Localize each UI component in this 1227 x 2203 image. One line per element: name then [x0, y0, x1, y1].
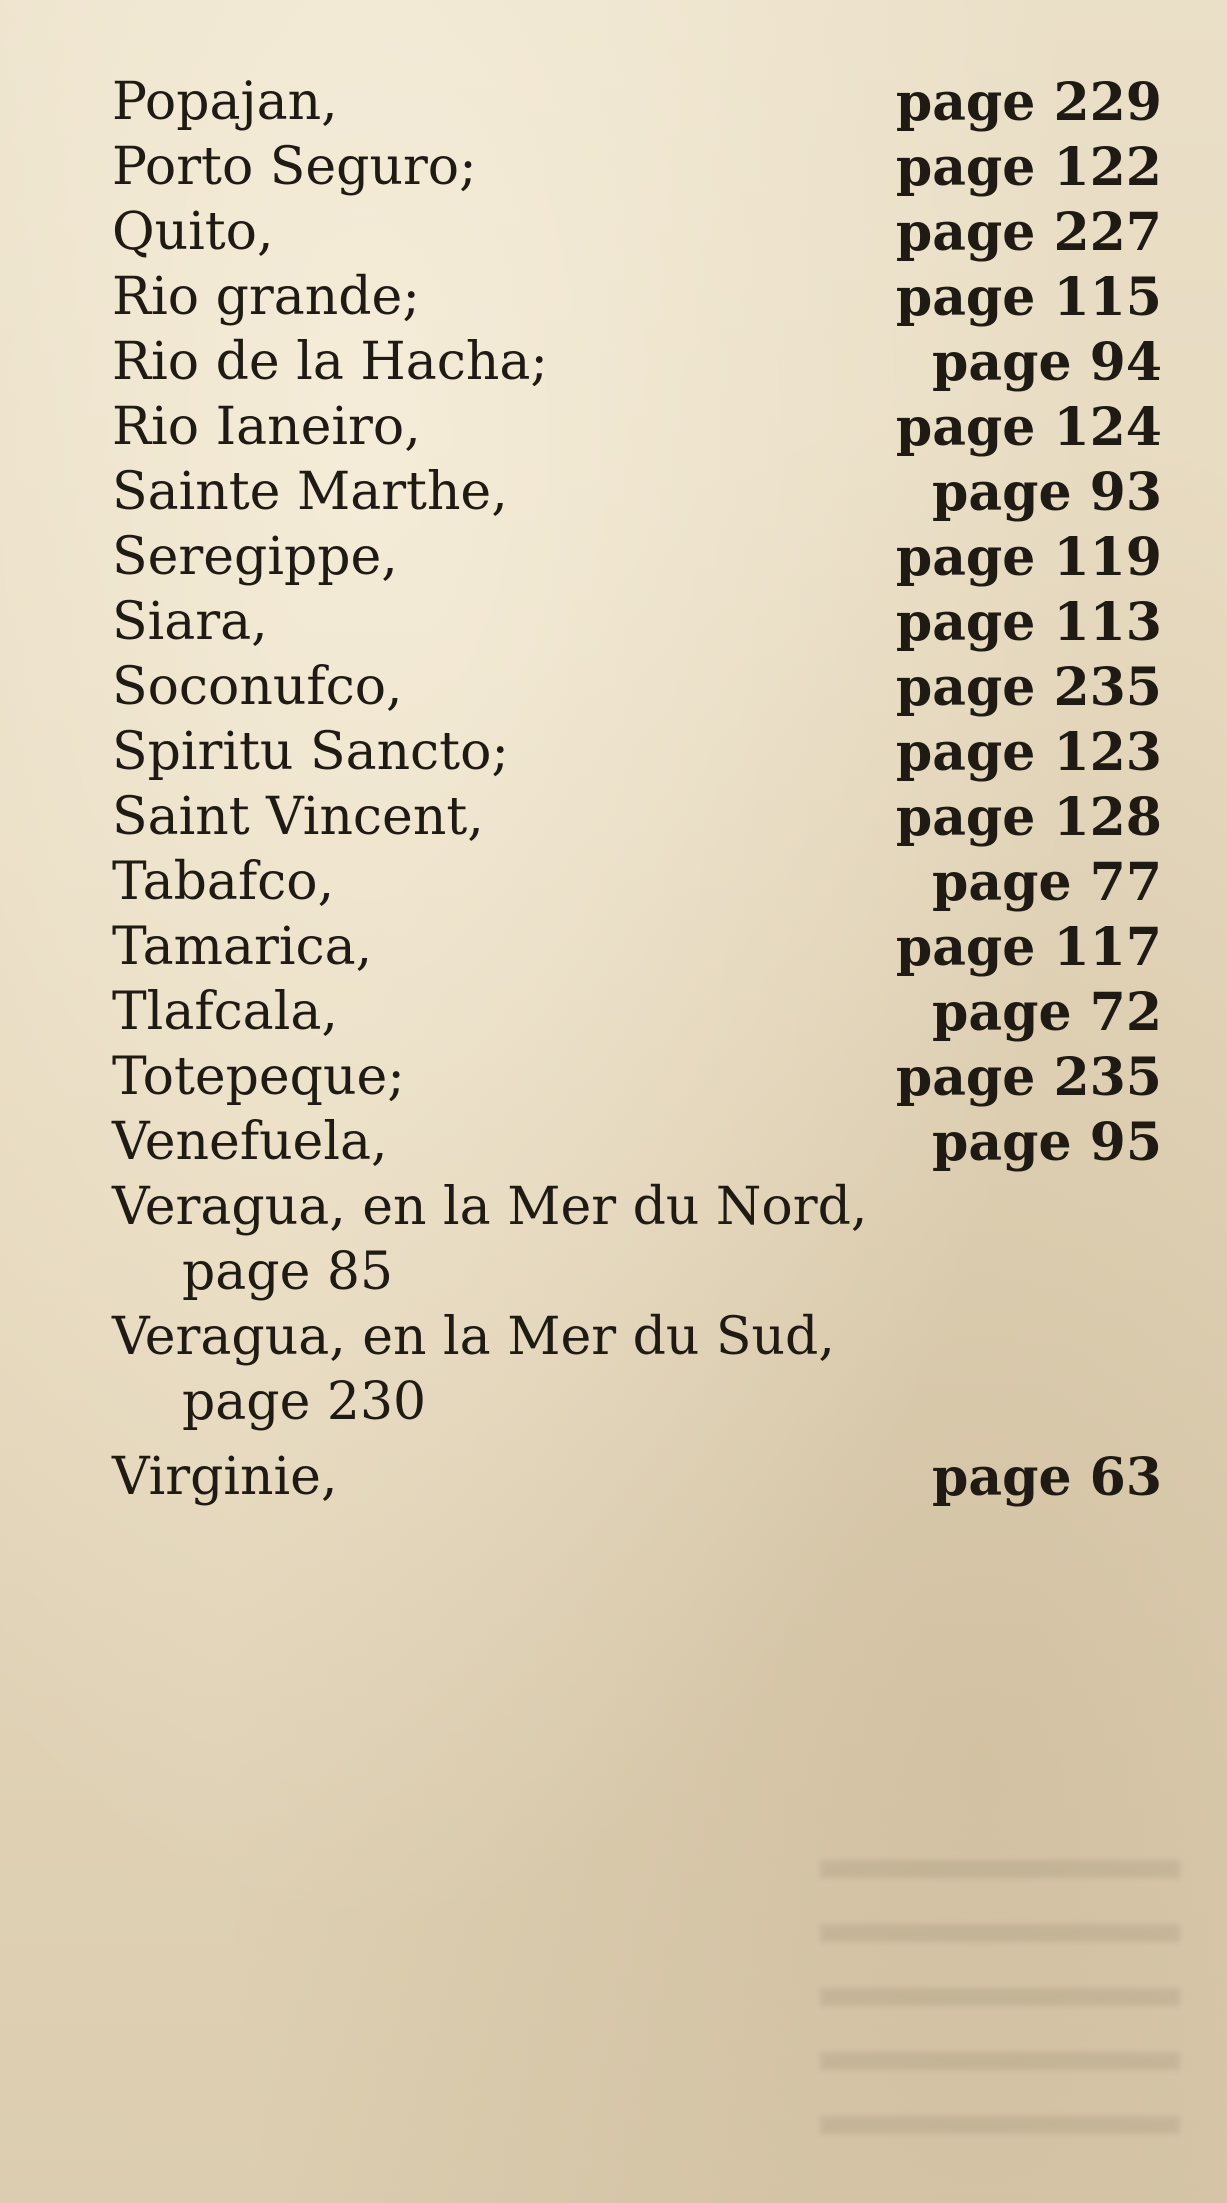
- place-name: Veragua, en la Mer du Nord,: [112, 1177, 868, 1237]
- place-name: Seregippe,: [112, 527, 398, 587]
- index-entry-quito: [112, 200, 1162, 265]
- index-entry-siara: [112, 590, 1162, 655]
- page-reference: page 94: [932, 332, 1162, 393]
- page-reference: page 93: [932, 462, 1162, 523]
- place-name: Virginie,: [112, 1447, 338, 1507]
- page-reference: page 113: [895, 592, 1162, 653]
- index-entry-saint-vincent: [112, 785, 1162, 850]
- page-reference: page 119: [895, 527, 1162, 588]
- index-entry-popajan: [112, 70, 1162, 135]
- page-reference: page 229: [895, 72, 1162, 133]
- place-name: Venefuela,: [112, 1112, 388, 1172]
- place-name: Tlafcala,: [112, 982, 338, 1042]
- place-name: Tabafco,: [112, 852, 335, 912]
- place-name: Porto Seguro;: [112, 137, 477, 197]
- index-entry-rio-ianeiro: [112, 395, 1162, 460]
- place-name: Saint Vincent,: [112, 787, 484, 847]
- index-entry-seregippe: [112, 525, 1162, 590]
- index-entry-rio-de-la-hacha: [112, 330, 1162, 395]
- page-reference: page 227: [895, 202, 1162, 263]
- index-entry-veragua-nord: [112, 1175, 1162, 1305]
- index-entry-virginie: [112, 1445, 1162, 1510]
- page-reference: page 77: [932, 852, 1162, 913]
- index-entry-venefuela: [112, 1110, 1162, 1175]
- page-reference: page 72: [932, 982, 1162, 1043]
- place-name: Popajan,: [112, 72, 338, 132]
- place-name: Totepeque;: [112, 1047, 405, 1107]
- page-reference: page 230: [182, 1372, 427, 1432]
- place-name: Quito,: [112, 202, 274, 262]
- index-entry-veragua-sud: [112, 1305, 1162, 1435]
- place-name: Siara,: [112, 592, 268, 652]
- place-name: Veragua, en la Mer du Sud,: [112, 1307, 835, 1367]
- index-entry-rio-grande: [112, 265, 1162, 330]
- index-entry-spiritu-sancto: [112, 720, 1162, 785]
- place-name: Rio grande;: [112, 267, 420, 327]
- place-name: Spiritu Sancto;: [112, 722, 509, 782]
- index-entry-totepeque: [112, 1045, 1162, 1110]
- index-entry-tabafco: [112, 850, 1162, 915]
- index-entry-porto-seguro: [112, 135, 1162, 200]
- page-reference: page 95: [932, 1112, 1162, 1173]
- index-entry-tlafcala: [112, 980, 1162, 1045]
- page-reference: page 235: [895, 657, 1162, 718]
- page-reference: page 117: [895, 917, 1162, 978]
- page-reference: page 123: [895, 722, 1162, 783]
- page-reference: page 63: [932, 1447, 1162, 1508]
- page-reference: page 235: [895, 1047, 1162, 1108]
- index-entry-soconufco: [112, 655, 1162, 720]
- place-name: Sainte Marthe,: [112, 462, 508, 522]
- show-through-texture: [820, 1860, 1180, 2160]
- page-reference: page 128: [895, 787, 1162, 848]
- index-entry-sainte-marthe: [112, 460, 1162, 525]
- page-reference: page 124: [895, 397, 1162, 458]
- index-entry-tamarica: [112, 915, 1162, 980]
- page-reference: page 115: [895, 267, 1162, 328]
- place-name: Rio de la Hacha;: [112, 332, 548, 392]
- place-name: Soconufco,: [112, 657, 403, 717]
- index-list: [112, 70, 1162, 1510]
- page-reference: page 85: [182, 1242, 394, 1302]
- place-name: Rio Ianeiro,: [112, 397, 421, 457]
- page-reference: page 122: [895, 137, 1162, 198]
- place-name: Tamarica,: [112, 917, 373, 977]
